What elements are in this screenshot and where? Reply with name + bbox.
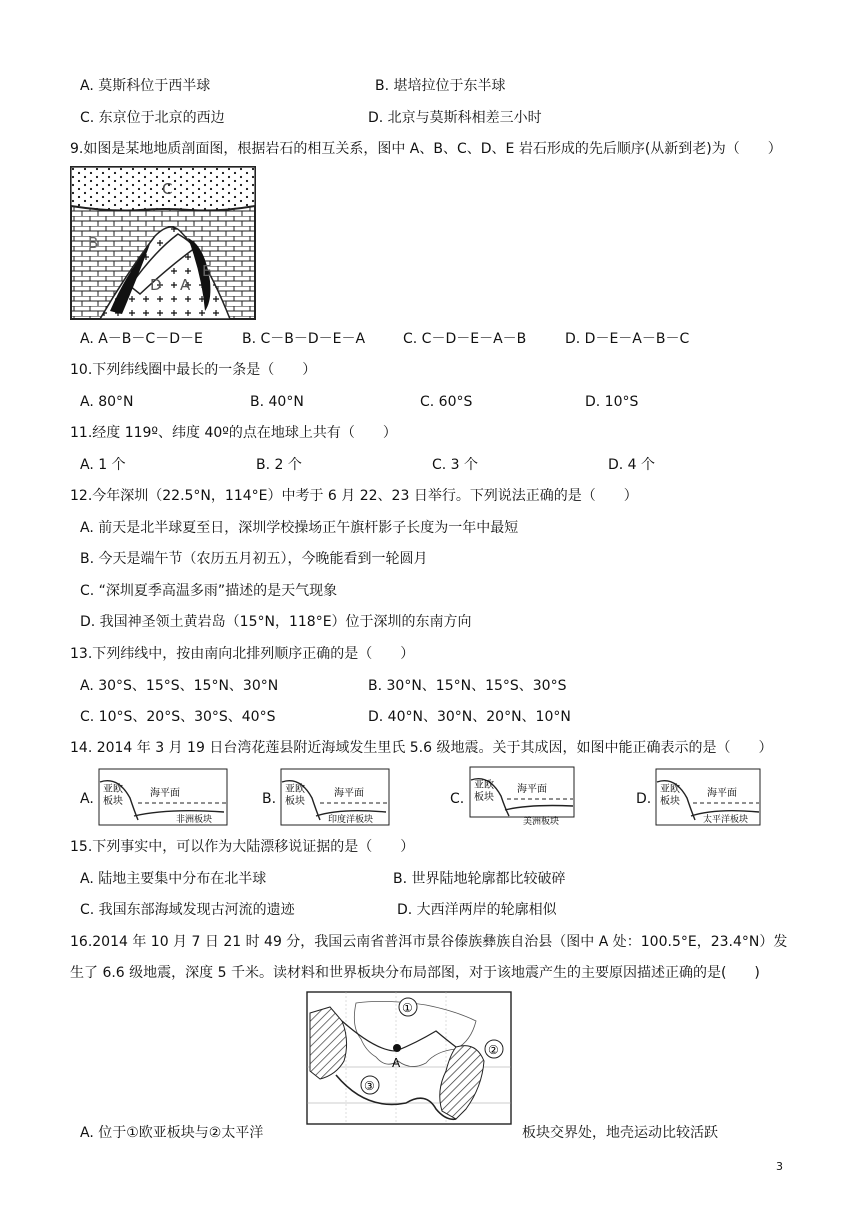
q13-option-c: C. 10°S、20°S、30°S、40°S [80,709,276,725]
svg-text:亚欧: 亚欧 [103,784,123,795]
svg-text:亚欧: 亚欧 [474,780,494,791]
label-b: B [88,234,99,252]
q16-stem-line1: 16.2014 年 10 月 7 日 21 时 49 分，我国云南省普洱市景谷傣族彝族自治县（图中 A 处：100.5°E，23.4°N）发 [70,934,788,950]
svg-text:海平面: 海平面 [707,788,737,799]
q11-option-a: A. 1 个 [80,457,126,473]
svg-text:板块: 板块 [660,796,680,807]
q12-option-d: D. 我国神圣领土黄岩岛（15°N，118°E）位于深圳的东南方向 [80,614,472,630]
svg-text:板块: 板块 [103,796,123,807]
q11-option-c: C. 3 个 [432,457,479,473]
svg-text:印度洋板块: 印度洋板块 [328,815,374,825]
q14-figure-c [469,766,575,826]
svg-text:板块: 板块 [474,792,494,803]
q15-option-a: A. 陆地主要集中分布在北半球 [80,871,267,887]
q13-option-b: B. 30°N、15°N、15°S、30°S [368,678,567,694]
q13-option-d: D. 40°N、30°N、20°N、10°N [368,709,571,725]
map-label-1: ① [402,1001,413,1015]
svg-text:海平面: 海平面 [517,784,547,795]
q14-figure-d [655,768,761,826]
label-a: A [180,276,191,294]
q11-option-d: D. 4 个 [608,457,656,473]
map-label-3: ③ [364,1079,375,1093]
q9-option-d: D. D－E－A－B－C [565,331,690,347]
q16-option-a-part2: 板块交界处，地壳运动比较活跃 [522,1125,718,1141]
svg-text:海平面: 海平面 [334,788,364,799]
q10-option-c: C. 60°S [420,394,473,410]
q9-geologic-section-figure [70,166,256,320]
q8-option-b: B. 堪培拉位于东半球 [375,78,506,94]
q9-option-c: C. C－D－E－A－B [403,331,527,347]
q14-figure-b [280,768,390,826]
q9-stem: 9.如图是某地地质剖面图，根据岩石的相互关系，图中 A、B、C、D、E 岩石形成的先后顺序(从新到老)为（ ） [70,141,782,157]
q13-stem: 13.下列纬线中，按由南向北排列顺序正确的是（ ） [70,646,415,662]
svg-text:太平洋板块: 太平洋板块 [703,815,749,825]
q14-stem: 14. 2014 年 3 月 19 日台湾花莲县附近海域发生里氏 5.6 级地震。关于其成因，如图中能正确表示的是（ ） [70,740,773,756]
q14-figure-a [98,768,228,826]
svg-text:非洲板块: 非洲板块 [176,815,213,825]
label-e: E [202,262,212,280]
q14-option-c-letter: C. [450,791,465,807]
q11-stem: 11.经度 119º、纬度 40º的点在地球上共有（ ） [70,425,397,441]
q8-option-c: C. 东京位于北京的西边 [80,110,225,126]
q16-stem-line2: 生了 6.6 级地震，深度 5 千米。读材料和世界板块分布局部图，对于该地震产生的主要原因描述正确的是( ) [70,965,760,981]
q14-option-d-letter: D. [636,791,652,807]
q15-option-d: D. 大西洋两岸的轮廓相似 [397,902,557,918]
q12-option-b: B. 今天是端午节（农历五月初五），今晚能看到一轮圆月 [80,551,428,567]
q9-option-a: A. A－B－C－D－E [80,331,203,347]
page-number: 3 [776,1160,783,1173]
q14-option-b-letter: B. [262,791,277,807]
q16-option-a-part1: A. 位于①欧亚板块与②太平洋 [80,1125,264,1141]
map-label-a: A [392,1056,401,1070]
q15-stem: 15.下列事实中，可以作为大陆漂移说证据的是（ ） [70,839,415,855]
q8-option-a: A. 莫斯科位于西半球 [80,78,211,94]
q11-option-b: B. 2 个 [256,457,302,473]
label-c: C [162,180,173,198]
svg-text:板块: 板块 [285,796,305,807]
q12-option-c: C. “深圳夏季高温多雨”描述的是天气现象 [80,583,338,599]
q12-option-a: A. 前天是北半球夏至日，深圳学校操场正午旗杆影子长度为一年中最短 [80,520,519,536]
q10-option-b: B. 40°N [250,394,304,410]
q16-plate-map-figure [306,991,512,1125]
map-label-2: ② [488,1043,499,1057]
q8-option-d: D. 北京与莫斯科相差三小时 [368,110,542,126]
svg-text:海平面: 海平面 [150,788,180,799]
q15-option-c: C. 我国东部海域发现古河流的遗迹 [80,902,295,918]
label-d: D [150,276,162,294]
q10-option-a: A. 80°N [80,394,134,410]
q10-option-d: D. 10°S [585,394,639,410]
svg-text:亚欧: 亚欧 [660,784,680,795]
svg-text:亚欧: 亚欧 [285,784,305,795]
q15-option-b: B. 世界陆地轮廓都比较破碎 [393,871,566,887]
q9-option-b: B. C－B－D－E－A [242,331,366,347]
q13-option-a: A. 30°S、15°S、15°N、30°N [80,678,279,694]
q10-stem: 10.下列纬线圈中最长的一条是（ ） [70,362,317,378]
svg-text:美洲板块: 美洲板块 [523,817,560,826]
q14-option-a-letter: A. [80,791,94,807]
q12-stem: 12.今年深圳（22.5°N，114°E）中考于 6 月 22、23 日举行。下列说法正确的是（ ） [70,488,638,504]
